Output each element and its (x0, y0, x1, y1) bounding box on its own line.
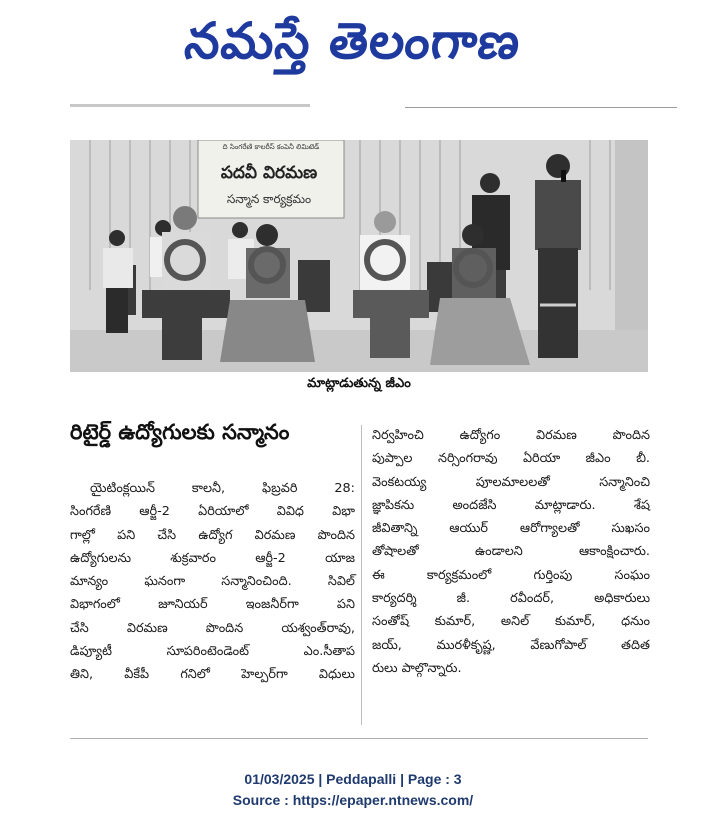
text-line: విభాగంలో జూనియర్ ఇంజనీర్‌గా పని (70, 597, 355, 613)
ceremony-photo-illustration (70, 140, 648, 372)
footer-source: Source : https://epaper.ntnews.com/ (232, 792, 474, 808)
article-column-right (372, 424, 650, 680)
text-line: పుప్పాల నర్సింగరావు ఏరియా జీఎం బీ. (372, 451, 650, 467)
text-line: కార్యదర్శి జీ. రవీందర్, అధికారులు (372, 591, 650, 607)
article-headline: రిటైర్డ్ ఉద్యోగులకు సన్మానం (70, 420, 290, 444)
text-line: ఉద్యోగులను శుక్రవారం ఆర్జీ-2 యాజ (70, 550, 355, 566)
newspaper-masthead (0, 6, 706, 76)
text-line: జ్ఞాపికను అందజేసి మాట్లాడారు. శేష (372, 497, 650, 513)
masthead-divider-left (70, 104, 310, 107)
text-line: యైటింక్లయిన్ కాలనీ, ఫిబ్రవరి 28: (90, 481, 355, 496)
masthead-divider-right (405, 107, 677, 108)
text-line: సంతోష్ కుమార్, అనిల్ కుమార్, ధనుం (372, 614, 650, 630)
article-column-left (70, 477, 355, 687)
text-line: గాల్లో పని చేసి ఉద్యోగ విరమణ పొందిన (70, 527, 355, 543)
text-line: చేసి విరమణ పొందిన యశ్వంత్‌రావు, (70, 620, 355, 636)
column-divider (361, 425, 362, 725)
news-photo (70, 140, 648, 372)
text-line: ఈ కార్యక్రమంలో గుర్తింపు సంఘం (372, 567, 650, 583)
text-line: వెంకటయ్య పూలమాలలతో సన్మానించి (372, 474, 650, 490)
masthead-title: నమస్తే తెలంగాణ (182, 12, 524, 70)
text-line: రులు పాల్గొన్నారు. (372, 660, 462, 676)
text-line: మాన్యం ఘనంగా సన్మానించింది. సివిల్ (70, 574, 355, 590)
photo-caption: మాట్లాడుతున్న జీఎం (307, 376, 411, 391)
text-line: నిర్వహించి ఉద్యోగం విరమణ పొందిన (372, 428, 650, 443)
banner-subtitle: సన్మాన కార్యక్రమం (226, 192, 312, 206)
text-line: సింగరేణి ఆర్జీ-2 ఏరియాలో వివిధ విభా (70, 504, 355, 520)
footer-date-edition: 01/03/2025 | Peddapalli | Page : 3 (244, 771, 462, 787)
text-line: తిని, వీకేపీ గనిలో హెల్పర్‌గా విధులు (70, 667, 355, 683)
footer-divider (70, 738, 648, 739)
banner-title: పదవీ విరమణ (220, 163, 318, 183)
text-line: జీవితాన్ని ఆయుర్ ఆరోగ్యాలతో సుఖసం (372, 521, 650, 537)
text-line: తోషాలతో ఉండాలని ఆకాంక్షించారు. (372, 544, 650, 560)
text-line: డిప్యూటీ సూపరింటెండెంట్ ఎం.సీతాప (70, 644, 355, 660)
banner-organisation: ది సింగరేణి కాలరీస్ కంపెనీ లిమిటెడ్ (222, 143, 320, 151)
text-line: జయ్, మురళీకృష్ణ, వేణుగోపాల్ తదిత (372, 637, 650, 653)
